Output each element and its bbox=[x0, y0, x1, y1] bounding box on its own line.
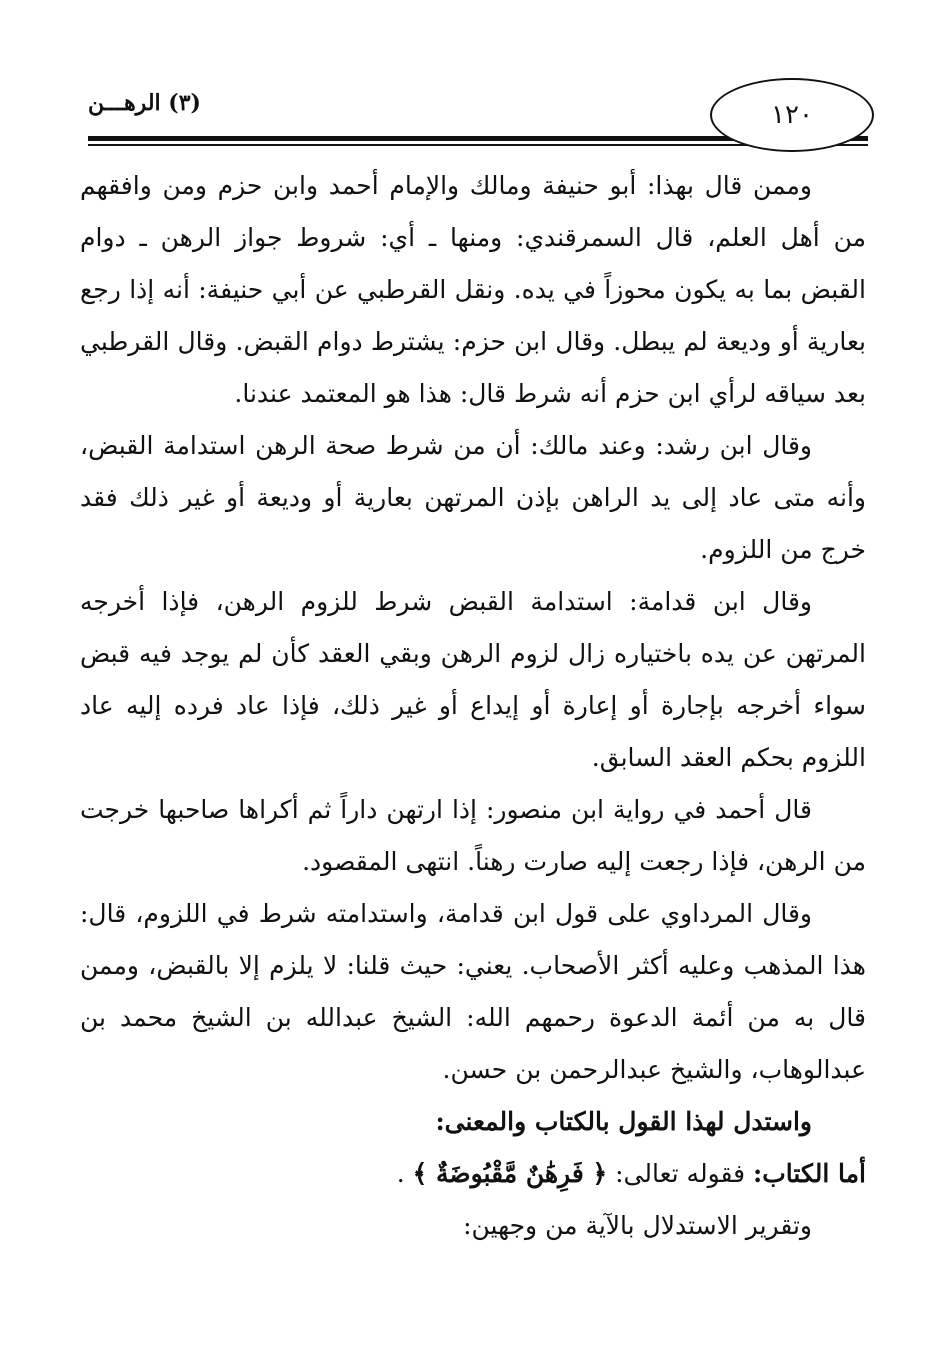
page-number: ١٢٠ bbox=[710, 78, 874, 152]
last-line: وتقرير الاستدلال بالآية من وجهين: bbox=[463, 1211, 812, 1240]
paragraph-3: وقال ابن قدامة: استدامة القبض شرط للزوم الرهن، فإذا أخرجه المرتهن عن يده باختياره زال لزوم الرهن وبقي العقد كأن لم يوجد فيه قبض سواء أخرجه بإجارة أو إعارة أو إيداع أو غير ذلك، فإذا عاد فرده إليه عاد اللزوم بحكم العقد السابق. bbox=[80, 587, 866, 772]
section-heading: واستدل لهذا القول بالكتاب والمعنى: bbox=[435, 1107, 812, 1136]
page-header bbox=[88, 78, 868, 148]
paragraph-5: وقال المرداوي على قول ابن قدامة، واستدامته شرط في اللزوم، قال: هذا المذهب وعليه أكثر الأصحاب. يعني: حيث قلنا: لا يلزم إلا بالقبض، وممن قال به من أئمة الدعوة رحمهم الله: الشيخ عبدالله بن الشيخ محمد بن عبدالوهاب، والشيخ عبدالرحمن بن حسن. bbox=[80, 899, 866, 1084]
running-title: (٣) الرهـــن bbox=[88, 90, 201, 116]
page-body bbox=[80, 160, 866, 1252]
paragraph-1: وممن قال بهذا: أبو حنيفة ومالك والإمام أحمد وابن حزم ومن وافقهم من أهل العلم، قال السمرقندي: ومنها ـ أي: شروط جواز الرهن ـ دوام القبض بما به يكون محوزاً في يده. ونقل القرطبي عن أبي حنيفة: أنه إذا رجع بعارية أو وديعة لم يبطل. وقال ابن حزم: يشترط دوام القبض. وقال القرطبي بعد سياقه لرأي ابن حزم أنه شرط قال: هذا هو المعتمد عندنا. bbox=[80, 171, 866, 408]
paragraph-4: قال أحمد في رواية ابن منصور: إذا ارتهن داراً ثم أكراها صاحبها خرجت من الرهن، فإذا رجعت إليه صارت رهناً. انتهى المقصود. bbox=[80, 795, 866, 876]
quran-verse: ﴿ فَرِهَٰنٌ مَّقْبُوضَةٌ ﴾ bbox=[412, 1159, 608, 1188]
book-evidence-line bbox=[80, 1148, 866, 1200]
book-evidence-text: فقوله تعالى: bbox=[615, 1159, 746, 1188]
book-evidence-end: . bbox=[396, 1159, 405, 1188]
book-evidence-lead: أما الكتاب: bbox=[753, 1159, 866, 1188]
paragraph-2: وقال ابن رشد: وعند مالك: أن من شرط صحة الرهن استدامة القبض، وأنه متى عاد إلى يد الراهن بإذن المرتهن بعارية أو وديعة أو غير ذلك فقد خرج من اللزوم. bbox=[80, 431, 866, 564]
